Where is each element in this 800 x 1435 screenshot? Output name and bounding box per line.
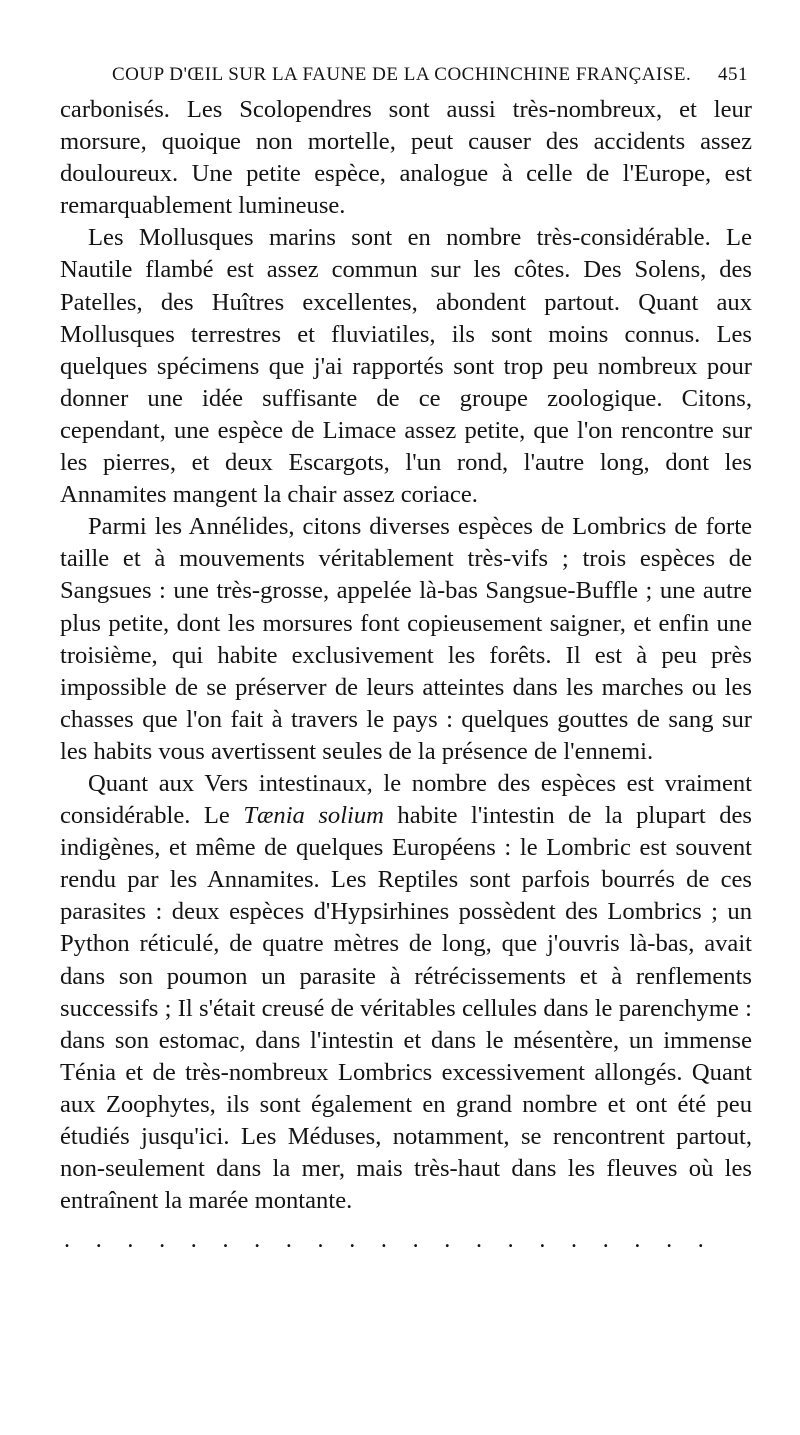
ellipsis-dot: . — [602, 1227, 609, 1254]
ellipsis-dot: . — [222, 1227, 229, 1254]
ellipsis-dot: . — [127, 1227, 134, 1254]
species-name-italic: Tænia solium — [243, 802, 384, 830]
body-text — [60, 94, 752, 1217]
ellipsis-dot: . — [190, 1227, 197, 1254]
book-page — [60, 60, 752, 1254]
ellipsis-dot: . — [380, 1227, 387, 1254]
paragraph-4-text-end: habite l'intestin de la plupart des indigènes, et même de quelques Européens : le Lombric est souvent rendu par les Annamites. Les Reptiles sont parfois bourrés de ces parasites : deux espèces d'Hypsirhines possèdent des Lombrics ; un Python réticulé, de quatre mètres de long, que j'ouvris là-bas, avait dans son poumon un parasite à rétrécissements et à renflements successifs ; Il s'était creusé de véritables cellules dans le parenchyme : dans son estomac, dans l'intestin et dans le mésentère, un immense Ténia et de très-nombreux Lombrics excessivement allongés. Quant aux Zoophytes, ils sont également en grand nombre et ont été peu étudiés jusqu'ici. Les Méduses, notamment, se rencontrent partout, non-seulement dans la mer, mais très-haut dans les fleuves où les entraînent la marée montante. — [60, 802, 753, 1215]
paragraph-2: Les Mollusques marins sont en nombre très-considérable. Le Nautile flambé est assez commun sur les côtes. Des Solens, des Patelles, des Huîtres excellentes, abondent partout. Quant aux Mollusques terrestres et fluviatiles, ils sont moins connus. Les quelques spécimens que j'ai rapportés sont trop peu nombreux pour donner une idée suffisante de ce groupe zoologique. Citons, cependant, une espèce de Limace assez petite, que l'on rencontre sur les pierres, et deux Escargots, l'un rond, l'autre long, dont les Annamites mangent la chair assez coriace. — [60, 224, 752, 509]
ellipsis-dot: . — [95, 1227, 102, 1254]
ellipsis-dot: . — [444, 1227, 451, 1254]
ellipsis-dot: . — [254, 1227, 261, 1254]
running-title: COUP D'ŒIL SUR LA FAUNE DE LA COCHINCHINE FRANÇAISE. — [112, 64, 692, 85]
paragraph-4 — [60, 768, 752, 1217]
ellipsis-dot: . — [159, 1227, 166, 1254]
paragraph-4-text-start: Quant aux Vers intestinaux, le nombre des espèces est vraiment considérable. Le — [60, 769, 752, 830]
running-header — [60, 60, 752, 94]
ellipsis-dot: . — [285, 1227, 292, 1254]
ellipsis-dot: . — [697, 1227, 704, 1254]
ellipsis-dot: . — [412, 1227, 419, 1254]
ellipsis-dot: . — [634, 1227, 641, 1254]
page-number: 451 — [718, 64, 748, 85]
ellipsis-dot: . — [475, 1227, 482, 1254]
ellipsis-dot: . — [571, 1227, 577, 1254]
ellipsis-dot: . — [317, 1227, 324, 1254]
ellipsis-dot: . — [507, 1227, 514, 1254]
ellipsis-dot: . — [64, 1227, 70, 1254]
paragraph-3: Parmi les Annélides, citons diverses espèces de Lombrics de forte taille et à mouvements véritablement très-vifs ; trois espèces de Sangsues : une très-grosse, appelée là-bas Sangsue-Buffle ; une autre plus petite, dont les morsures font copieusement saigner, et enfin une troisième, qui habite exclusivement les forêts. Il est à peu près impossible de se préserver de leurs atteintes dans les marches ou les chasses que l'on fait à travers le pays : quelques gouttes de sang sur les habits vous avertissent seules de la présence de l'ennemi. — [60, 513, 752, 765]
paragraph-1: carbonisés. Les Scolopendres sont aussi très-nombreux, et leur morsure, quoique non mortelle, peut causer des accidents assez douloureux. Une petite espèce, analogue à celle de l'Europe, est remarquablement lumineuse. — [60, 96, 752, 220]
ellipsis-dot: . — [349, 1227, 356, 1254]
ellipsis-dot: . — [666, 1227, 673, 1254]
ellipsis-dots-row — [60, 1227, 704, 1254]
ellipsis-dot: . — [539, 1227, 546, 1254]
